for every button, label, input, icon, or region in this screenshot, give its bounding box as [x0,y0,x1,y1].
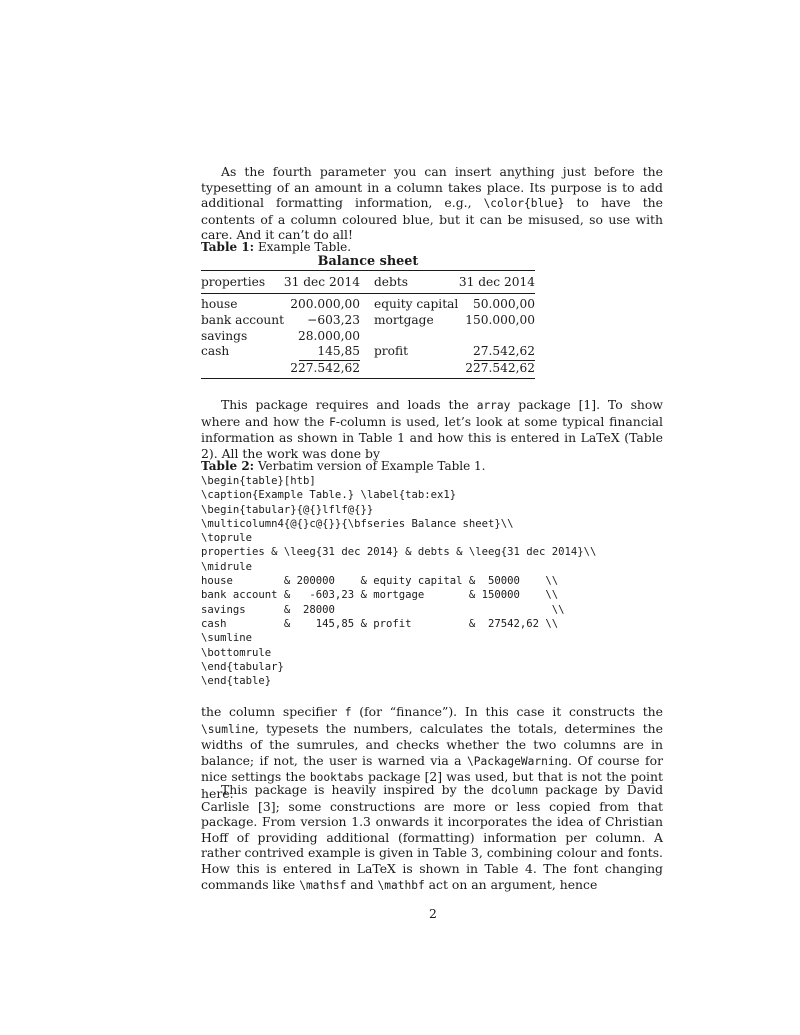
code-array: array [476,399,511,412]
table1-row-value: 28.000,00 [297,329,360,343]
table1-row-label: profit [374,344,408,358]
table1-header-properties: properties [201,275,266,289]
table1-row-value: 200.000,00 [290,297,360,311]
code-F: F [329,415,336,429]
table2-verbatim-code: \begin{table}[htb] \caption{Example Table.} \label{tab:ex1} \begin{tabular}{@{}lflf@{}} \multicolumn4{@{}c@{}}{\bfseries Balance sheet}\\ \toprule properties & \leeg{31 dec 2014} & debts & \leeg{31 dec 2014}\\ \midrule house & 200000 & equity capital & 50000 \\ bank account & -603,23 & mortgage & 150000 \\ savings & 28000 \\ cash & 145,85 & profit & 27542,62 \\ \sumline \bottomrule \end{tabular} \end{table} [201,475,597,688]
code-dcolumn: dcolumn [491,784,539,797]
table1-row-value: 145,85 [317,344,360,358]
table1-row-value: 27.542,62 [472,344,535,358]
table1-header-date-right: 31 dec 2014 [458,275,535,289]
table1-row-value: −603,23 [307,313,360,327]
code-sumline: \sumline [201,722,255,736]
table1-row-value: 50.000,00 [472,297,535,311]
table1-row-label: house [201,297,238,311]
table1-row-label: cash [201,344,230,358]
table1-midrule [201,293,535,294]
table1-header-date-left: 31 dec 2014 [283,275,360,289]
table1-bottomrule [201,378,535,379]
table1-row-label: mortgage [374,313,434,327]
table1-toprule [201,270,535,271]
code-mathbf: \mathbf [377,878,425,892]
table2-caption: Table 2: Verbatim version of Example Table 1. [201,459,486,473]
table1-row-label: equity capital [374,297,459,311]
paragraph-fourth-parameter: As the fourth parameter you can insert anything just before the typesetting of an amount in a column takes place. Its purpose is to add additional formatting information, e.g., \color{blue} to have the contents of a column coloured blue, but it can be misused, so use with care. And it can’t do all! [201,164,663,243]
table1-total-left: 227.542,62 [290,361,360,375]
paragraph-package-requires: This package requires and loads the array package [1]. To show where and how the F-column is used, let’s look at some typical financial information as shown in Table 1 and how this is entered in LaTeX (Table 2). All the work was done by [201,397,663,461]
table1-header-debts: debts [374,275,408,289]
table1-row-label: savings [201,329,248,343]
code-mathsf: \mathsf [299,878,347,892]
code-packagewarning: \PackageWarning [467,754,569,768]
code-booktabs: booktabs [309,771,364,785]
table1-row-value: 150.000,00 [465,313,535,327]
table1-total-right: 227.542,62 [465,361,535,375]
code-color-blue: \color{blue} [483,197,565,211]
table1-title: Balance sheet [317,254,419,269]
page-number: 2 [429,906,437,921]
table1-row-label: bank account [201,313,285,327]
table1-caption: Table 1: Example Table. [201,240,352,254]
code-f: f [344,706,352,719]
paragraph-column-specifier: the column specifier f (for “finance”). In this case it constructs the \sumline, typesets the numbers, calculates the totals, determines the widths of the sumrules, and checks whether the two columns are in balance; if not, the user is warned via a \PackageWarning. Of course for nice settings the booktabs package [2] was used, but that is not the point here. [201,704,663,801]
paragraph-inspired-by-dcolumn: This package is heavily inspired by the dcolumn package by David Carlisle [3]; some constructions are more or less copied from that package. From version 1.3 onwards it incorporates the idea of Christian Hoff of providing additional (formatting) information per column. A rather contrived example is given in Table 3, combining colour and fonts. How this is entered in LaTeX is shown in Table 4. The font changing commands like \mathsf and \mathbf act on an argument, hence [201,782,664,892]
